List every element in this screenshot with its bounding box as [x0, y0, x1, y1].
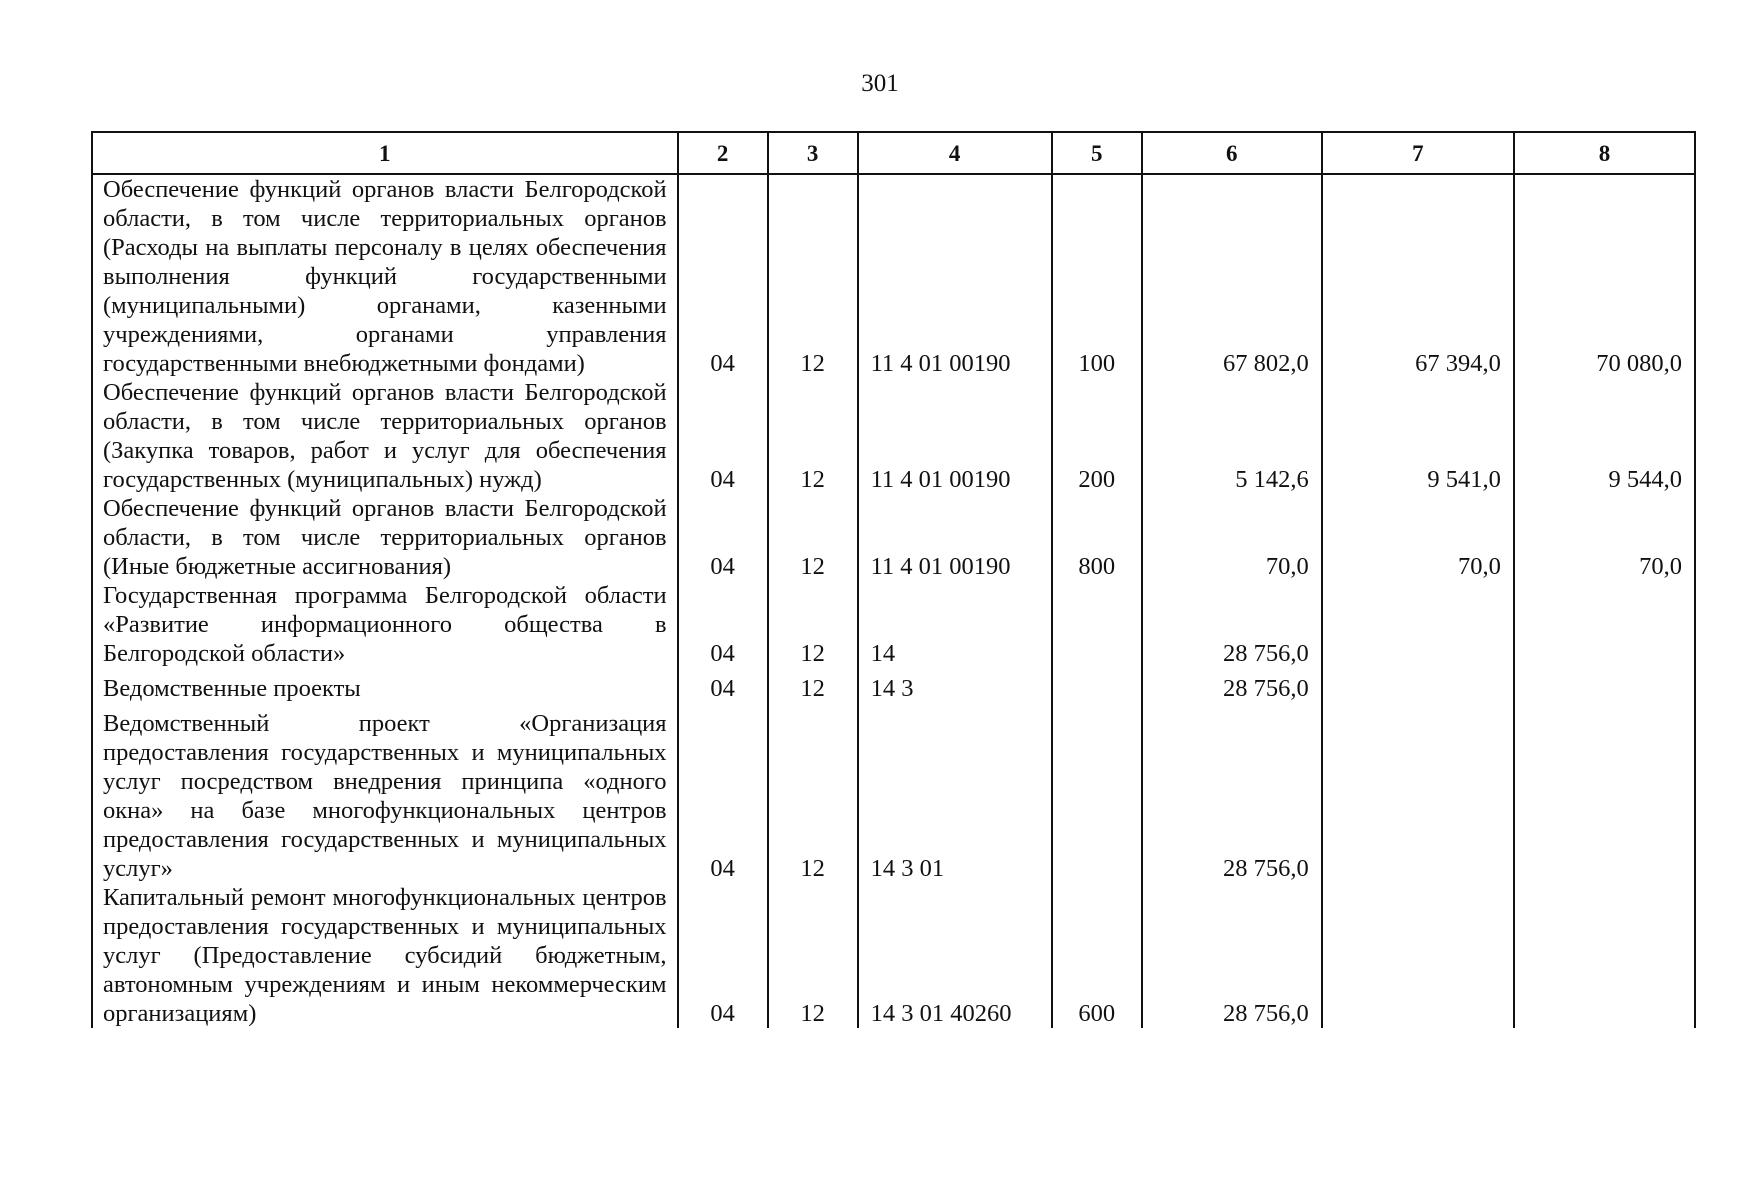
amount-col8-cell [1514, 581, 1695, 668]
target-article-cell: 14 3 [858, 668, 1052, 703]
header-row [92, 132, 1695, 174]
amount-col7-cell: 67 394,0 [1322, 174, 1514, 378]
target-article-cell: 14 3 01 [858, 703, 1052, 883]
amount-col7-cell [1322, 703, 1514, 883]
subsection-cell: 12 [768, 494, 858, 581]
row-name-cell: Обеспечение функций органов власти Белгородской области, в том числе территориальных органов (Закупка товаров, работ и услуг для обеспечения государственных (муниципальных) нужд) [92, 378, 678, 494]
header-cell-8: 8 [1514, 132, 1695, 174]
header-cell-4: 4 [858, 132, 1052, 174]
expense-type-cell: 600 [1052, 883, 1142, 1028]
page-number: 301 [861, 70, 899, 97]
amount-col8-cell [1514, 668, 1695, 703]
table-row [92, 494, 1695, 581]
amount-col7-cell [1322, 581, 1514, 668]
target-article-cell: 11 4 01 00190 [858, 174, 1052, 378]
expense-type-cell: 200 [1052, 378, 1142, 494]
amount-col6-cell: 5 142,6 [1142, 378, 1322, 494]
row-name-cell: Ведомственные проекты [92, 668, 678, 703]
amount-col8-cell: 9 544,0 [1514, 378, 1695, 494]
subsection-cell: 12 [768, 174, 858, 378]
table-row [92, 703, 1695, 883]
header-cell-1: 1 [92, 132, 678, 174]
table-row [92, 378, 1695, 494]
amount-col6-cell: 28 756,0 [1142, 581, 1322, 668]
amount-col6-cell: 67 802,0 [1142, 174, 1322, 378]
header-cell-2: 2 [678, 132, 768, 174]
section-cell: 04 [678, 494, 768, 581]
header-cell-7: 7 [1322, 132, 1514, 174]
section-cell: 04 [678, 581, 768, 668]
subsection-cell: 12 [768, 883, 858, 1028]
section-cell: 04 [678, 703, 768, 883]
table-row [92, 883, 1695, 1028]
target-article-cell: 11 4 01 00190 [858, 378, 1052, 494]
budget-table [91, 131, 1696, 1028]
amount-col8-cell: 70 080,0 [1514, 174, 1695, 378]
amount-col7-cell [1322, 668, 1514, 703]
target-article-cell: 11 4 01 00190 [858, 494, 1052, 581]
target-article-cell: 14 3 01 40260 [858, 883, 1052, 1028]
header-cell-6: 6 [1142, 132, 1322, 174]
section-cell: 04 [678, 668, 768, 703]
amount-col8-cell [1514, 703, 1695, 883]
expense-type-cell [1052, 703, 1142, 883]
amount-col6-cell: 28 756,0 [1142, 703, 1322, 883]
row-name-cell: Ведомственный проект «Организация предоставления государственных и муниципальных услуг посредством внедрения принципа «одного окна» на базе многофункциональных центров предоставления государственных и муниципальных услуг» [92, 703, 678, 883]
expense-type-cell: 800 [1052, 494, 1142, 581]
amount-col7-cell: 9 541,0 [1322, 378, 1514, 494]
expense-type-cell: 100 [1052, 174, 1142, 378]
amount-col8-cell: 70,0 [1514, 494, 1695, 581]
row-name-cell: Обеспечение функций органов власти Белгородской области, в том числе территориальных органов (Иные бюджетные ассигнования) [92, 494, 678, 581]
row-name-cell: Капитальный ремонт многофункциональных центров предоставления государственных и муниципальных услуг (Предоставление субсидий бюджетным, автономным учреждениям и иным некоммерческим организациям) [92, 883, 678, 1028]
expense-type-cell [1052, 581, 1142, 668]
amount-col6-cell: 28 756,0 [1142, 668, 1322, 703]
subsection-cell: 12 [768, 581, 858, 668]
row-name-cell: Государственная программа Белгородской области «Развитие информационного общества в Белгородской области» [92, 581, 678, 668]
amount-col7-cell [1322, 883, 1514, 1028]
section-cell: 04 [678, 378, 768, 494]
section-cell: 04 [678, 883, 768, 1028]
header-cell-5: 5 [1052, 132, 1142, 174]
subsection-cell: 12 [768, 668, 858, 703]
row-name-cell: Обеспечение функций органов власти Белгородской области, в том числе территориальных органов (Расходы на выплаты персоналу в целях обеспечения выполнения функций государственными (муниципальными) органами, казенными учреждениями, органами управления государственными внебюджетными фондами) [92, 174, 678, 378]
table-row [92, 581, 1695, 668]
amount-col7-cell: 70,0 [1322, 494, 1514, 581]
header-cell-3: 3 [768, 132, 858, 174]
table-row [92, 668, 1695, 703]
amount-col6-cell: 70,0 [1142, 494, 1322, 581]
amount-col6-cell: 28 756,0 [1142, 883, 1322, 1028]
amount-col8-cell [1514, 883, 1695, 1028]
subsection-cell: 12 [768, 703, 858, 883]
target-article-cell: 14 [858, 581, 1052, 668]
subsection-cell: 12 [768, 378, 858, 494]
section-cell: 04 [678, 174, 768, 378]
table-row [92, 174, 1695, 378]
expense-type-cell [1052, 668, 1142, 703]
